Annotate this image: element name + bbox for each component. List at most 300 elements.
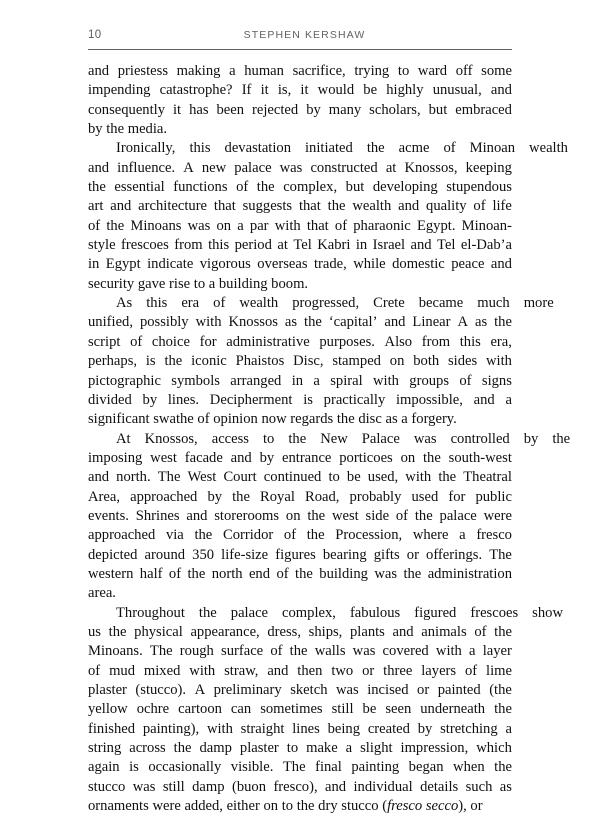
word: storerooms	[214, 507, 280, 524]
word: and	[267, 662, 289, 679]
word: can	[230, 701, 252, 718]
word: by	[142, 391, 158, 408]
text-line	[88, 333, 512, 352]
word: the	[106, 217, 125, 234]
word: for	[199, 333, 217, 350]
word: and	[384, 314, 406, 331]
word: palace	[439, 507, 477, 524]
word: a	[505, 720, 512, 737]
word: still	[162, 778, 185, 795]
word: incised	[367, 682, 409, 698]
word: ships,	[308, 623, 343, 640]
word: covered	[382, 643, 429, 660]
word: highly	[386, 82, 424, 99]
word: scholars,	[369, 101, 421, 118]
word: Court	[223, 469, 257, 486]
word: two	[331, 662, 354, 679]
paragraph	[88, 430, 571, 604]
word: Also	[384, 333, 413, 350]
word: and	[186, 507, 208, 524]
word: mixed	[143, 662, 181, 679]
word: the	[187, 565, 206, 582]
word: occasionally	[148, 759, 222, 776]
text-line	[88, 313, 512, 332]
word: the	[327, 198, 346, 215]
word: be	[362, 701, 377, 718]
word: physical	[134, 623, 183, 640]
word: unified,	[88, 314, 133, 331]
word: was	[352, 643, 376, 660]
word: frescoes	[470, 604, 519, 621]
word: or	[417, 682, 430, 698]
word: (stucco).	[135, 682, 187, 698]
word: stretching	[440, 720, 498, 737]
word: Theatral	[463, 469, 512, 486]
header-rule	[88, 49, 512, 50]
word: sometimes	[260, 701, 323, 718]
word: Royal	[260, 488, 295, 505]
word: stamped	[332, 353, 381, 370]
word: At	[116, 430, 131, 447]
word: Procession,	[335, 527, 403, 544]
word: new	[201, 159, 227, 176]
text-line	[88, 62, 512, 81]
word: impression,	[400, 740, 469, 757]
word: as	[474, 314, 488, 331]
word: dress,	[267, 623, 302, 640]
word: Crete	[373, 295, 405, 312]
word: this	[146, 295, 168, 312]
word: being	[327, 720, 361, 737]
word: with	[206, 720, 233, 737]
word: Corridor	[222, 527, 274, 544]
word: a	[505, 391, 512, 408]
word: at	[385, 159, 397, 176]
word: West	[187, 469, 217, 486]
word: by	[207, 488, 223, 505]
word: has	[189, 101, 209, 118]
word: that	[298, 198, 321, 215]
word: Minoans.	[88, 643, 143, 660]
word: the	[403, 565, 422, 582]
word: as	[284, 314, 298, 331]
word: west	[331, 507, 359, 524]
word: possibly	[139, 314, 189, 331]
word: developing	[372, 179, 438, 196]
word: trade,	[313, 256, 347, 273]
word: complex,	[283, 179, 338, 196]
word: architecture	[138, 198, 208, 215]
text-line	[88, 681, 512, 700]
word: to	[328, 469, 340, 486]
word: a	[237, 217, 244, 234]
word: details	[420, 778, 459, 795]
word: the	[256, 179, 275, 196]
word: of	[130, 333, 143, 350]
word: approached	[88, 527, 156, 544]
word: porticoes	[339, 449, 393, 466]
word: events.	[88, 507, 129, 524]
word: is	[129, 759, 139, 776]
word: the	[414, 507, 433, 524]
word: seen	[385, 701, 412, 718]
word: layer	[482, 643, 512, 660]
word: of	[88, 662, 101, 679]
word: Road,	[304, 488, 340, 505]
word: make	[306, 740, 338, 757]
word: from	[421, 333, 451, 350]
text-line	[88, 430, 571, 449]
word: Shrines	[135, 507, 180, 524]
word: art	[88, 198, 104, 215]
word: lines	[292, 720, 320, 737]
word: acme	[398, 140, 430, 157]
word: divided	[88, 391, 132, 408]
word: this	[189, 140, 211, 157]
word: fresco),	[273, 778, 318, 795]
text-line	[88, 526, 512, 545]
word: from	[174, 237, 203, 254]
word: stupendous	[446, 179, 512, 196]
word: period	[234, 237, 272, 254]
text-line	[88, 449, 512, 468]
word: entrance	[281, 449, 332, 466]
word: of	[474, 623, 487, 640]
word: consequently	[88, 101, 166, 118]
word: string	[88, 740, 122, 757]
paragraph	[88, 294, 554, 429]
word: peace	[451, 256, 485, 273]
word: If	[241, 82, 252, 99]
word: Minoan-	[461, 217, 512, 234]
word: initiated	[305, 140, 353, 157]
word: controlled	[450, 430, 510, 447]
word: walls	[314, 643, 346, 660]
word: with	[274, 217, 301, 234]
word: style	[88, 237, 116, 254]
text-line	[88, 352, 512, 371]
word: probably	[349, 488, 402, 505]
word: western	[88, 565, 134, 582]
word: administrative	[226, 333, 310, 350]
word: by	[259, 449, 275, 466]
word: the	[307, 507, 326, 524]
word: life	[492, 198, 512, 215]
word: would	[317, 82, 355, 99]
word: sacrifice,	[292, 63, 346, 79]
paragraph	[88, 604, 563, 816]
text-line	[88, 507, 512, 526]
word: groups	[409, 372, 450, 389]
word: the	[88, 179, 106, 196]
word: suggests	[242, 198, 293, 215]
word: is	[303, 391, 313, 408]
word: with	[189, 662, 216, 679]
word: of	[334, 217, 348, 234]
word: priestess	[117, 63, 168, 79]
word: a	[345, 740, 353, 757]
word: unusual,	[432, 82, 482, 99]
word: when	[453, 759, 485, 776]
word: the	[494, 623, 512, 640]
running-head-title: STEPHEN KERSHAW	[243, 29, 366, 41]
text-line: ornaments were added, either on to the dry stucco (fresco secco), or	[88, 798, 483, 815]
word: influence.	[117, 159, 176, 176]
word: around	[144, 546, 186, 563]
text-line	[88, 236, 512, 255]
text-line	[88, 468, 512, 487]
word: bearing	[322, 546, 367, 563]
text-line	[88, 101, 512, 120]
word: half	[139, 565, 163, 582]
word: progressed,	[292, 295, 360, 312]
paragraph	[88, 139, 568, 294]
word: us	[88, 623, 101, 640]
word: domestic	[392, 256, 445, 273]
word: to	[263, 430, 275, 447]
word: the	[108, 623, 127, 640]
word: rejected	[252, 101, 299, 118]
word: to	[397, 63, 410, 79]
word: mud	[109, 662, 136, 679]
text-line	[88, 391, 512, 410]
word: the	[422, 449, 441, 466]
word: it	[172, 101, 182, 118]
word: on	[216, 217, 232, 234]
word: preliminary	[213, 682, 282, 698]
word: quality	[426, 198, 467, 215]
page-folio-number: 10	[88, 29, 102, 41]
word: used	[411, 488, 439, 505]
word: but	[428, 101, 448, 118]
text-line: area.	[88, 585, 116, 602]
word: signs	[481, 372, 512, 389]
word: (buon	[231, 778, 267, 795]
word: the	[198, 604, 217, 621]
word: The	[149, 643, 173, 660]
text-line	[88, 700, 512, 719]
word: by	[523, 430, 539, 447]
word: of	[168, 565, 182, 582]
word: surface	[221, 643, 264, 660]
word: that	[213, 198, 236, 215]
word: administration	[427, 565, 512, 582]
paragraph	[88, 62, 512, 139]
word: palace	[234, 159, 272, 176]
word: as	[499, 778, 512, 795]
word: north.	[116, 469, 151, 486]
word: of	[270, 643, 283, 660]
word: this	[208, 237, 230, 254]
word: show	[532, 604, 563, 621]
word: and	[88, 63, 110, 79]
word: final	[315, 759, 342, 776]
word: in	[88, 256, 100, 273]
word: with	[435, 643, 462, 660]
word: the	[289, 643, 308, 660]
word: imposing	[88, 449, 143, 466]
word: sketch	[290, 682, 328, 698]
word: then	[297, 662, 323, 679]
word: became	[418, 295, 464, 312]
word: Knossos	[228, 314, 278, 331]
word: Egypt	[105, 256, 141, 273]
word: on	[389, 353, 405, 370]
body-text-block	[88, 62, 571, 816]
word: spiral	[330, 372, 363, 389]
text-line	[88, 604, 563, 623]
word: both	[413, 353, 440, 370]
word: A	[183, 159, 194, 176]
word: while	[353, 256, 386, 273]
word: offerings.	[426, 546, 483, 563]
word: of	[283, 527, 297, 544]
word: via	[165, 527, 184, 544]
word: pharaonic	[353, 217, 411, 234]
word: for	[448, 488, 466, 505]
word: ward	[417, 63, 448, 79]
word: and	[392, 623, 414, 640]
word: by	[306, 101, 321, 118]
word: the	[552, 430, 571, 447]
word: with	[195, 314, 222, 331]
word: of	[395, 507, 409, 524]
word: of	[236, 179, 249, 196]
word: painting	[351, 759, 400, 776]
word: of	[443, 140, 456, 157]
word: the	[232, 488, 250, 505]
word: era	[181, 295, 200, 312]
word: depicted	[88, 546, 138, 563]
word: gifts	[373, 546, 400, 563]
word: a	[459, 527, 466, 544]
word: Decipherment	[209, 391, 293, 408]
word: it	[260, 82, 269, 99]
word: were	[483, 507, 512, 524]
word: Tel	[437, 237, 456, 254]
word: essential	[114, 179, 165, 196]
word: A	[194, 682, 206, 698]
word: embraced	[455, 101, 512, 118]
word: painting),	[142, 720, 200, 737]
word: it	[300, 82, 309, 99]
word: the	[494, 759, 512, 776]
word: slight	[360, 740, 393, 757]
word: Disc,	[293, 353, 324, 370]
word: catastrophe?	[159, 82, 233, 99]
running-head	[88, 27, 512, 43]
word: perhaps,	[88, 353, 138, 370]
word: visible.	[230, 759, 274, 776]
text-line	[88, 488, 512, 507]
word: and	[110, 198, 132, 215]
word: devastation	[224, 140, 291, 157]
word: the	[494, 314, 512, 331]
word: side	[365, 507, 390, 524]
word: and	[88, 159, 110, 176]
word: making	[176, 63, 221, 79]
word: much	[477, 295, 510, 312]
word: was	[413, 430, 437, 447]
word: functions	[173, 179, 228, 196]
text-line	[88, 255, 512, 274]
word: Minoan	[469, 140, 516, 157]
word: stucco	[88, 778, 126, 795]
word: with	[405, 469, 432, 486]
word: el-Dab’a	[460, 237, 512, 254]
word: was	[336, 682, 359, 698]
word: the	[306, 527, 325, 544]
text-line	[88, 217, 512, 236]
word: is,	[277, 82, 292, 99]
italic-term: fresco secco	[387, 798, 459, 815]
word: public	[475, 488, 512, 505]
word: but	[345, 179, 365, 196]
word: approached	[130, 488, 198, 505]
word: again	[88, 759, 120, 776]
word: the	[194, 527, 213, 544]
word: the	[288, 430, 307, 447]
word: vigorous	[199, 256, 251, 273]
word: and	[230, 449, 252, 466]
word: been	[216, 101, 245, 118]
word: The	[157, 469, 181, 486]
word: and	[490, 256, 512, 273]
text-line	[88, 565, 512, 584]
word: individual	[353, 778, 413, 795]
word: facade	[184, 449, 223, 466]
text-line	[88, 159, 512, 178]
word: a	[313, 372, 320, 389]
word: The	[282, 759, 306, 776]
word: with	[486, 353, 512, 370]
word: symbols	[171, 372, 220, 389]
word: The	[489, 546, 512, 563]
word: and	[490, 82, 512, 99]
word: and	[473, 391, 495, 408]
word: where	[412, 527, 449, 544]
word: still	[331, 701, 354, 718]
word: pictographic	[88, 372, 161, 389]
word: Throughout	[116, 604, 185, 621]
word: layers	[421, 662, 457, 679]
word: many	[328, 101, 362, 118]
word: more	[523, 295, 554, 312]
word: Israel	[372, 237, 406, 254]
word: complex,	[282, 604, 336, 621]
text-line	[88, 758, 512, 777]
word: practically	[323, 391, 386, 408]
word: script	[88, 333, 121, 350]
word: is	[145, 353, 156, 370]
word: life-size	[221, 546, 269, 563]
word: by	[417, 720, 433, 737]
word: in	[291, 372, 304, 389]
text-line	[88, 372, 512, 391]
word: plaster	[88, 682, 127, 698]
word: was	[279, 159, 303, 176]
word: of	[88, 217, 101, 234]
word: keeping	[465, 159, 512, 176]
text-line	[88, 662, 512, 681]
word: the	[164, 353, 183, 370]
word: human	[244, 63, 284, 79]
word: of	[459, 372, 472, 389]
word: plaster	[239, 740, 279, 757]
text-line	[88, 294, 554, 313]
word: of	[464, 662, 478, 679]
word: painted	[437, 682, 481, 698]
